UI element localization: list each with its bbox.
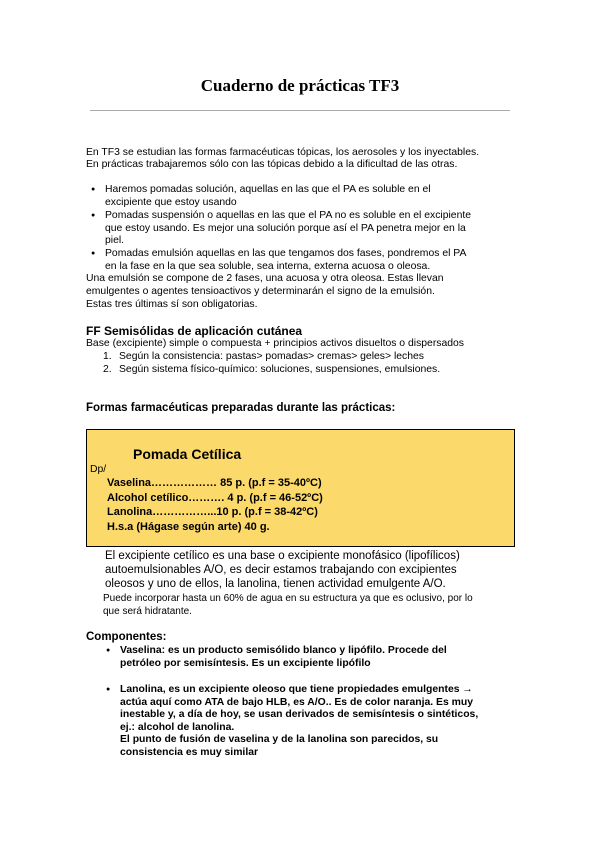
desc2-line: que será hidratante. [103, 606, 192, 617]
desc-line: autoemulsionables A/O, es decir estamos trabajando con excipientes [105, 564, 457, 576]
formula-line: H.s.a (Hágase según arte) 40 g. [107, 521, 270, 533]
formula-dp: Dp/ [90, 464, 107, 475]
componente-text: inestable y, a día de hoy, se usan derivados de semisíntesis o sintéticos, [120, 709, 479, 721]
formula-line: Alcohol cetílico………. 4 p. (p.f = 46-52ºC) [107, 492, 323, 504]
emulsion-line-1: Una emulsión se compone de 2 fases, una acuosa y otra oleosa. Estas llevan [86, 273, 444, 284]
ff-list-item [103, 351, 424, 364]
bullet-text: ● Pomadas suspensión o aquellas en las que el PA no es soluble en el excipiente [105, 210, 472, 221]
ff-heading: FF Semisólidas de aplicación cutánea [86, 324, 303, 338]
componente-text: ● Vaselina: es un producto semisólido blanco y lipófilo. Procede del [120, 645, 447, 656]
practicas-heading: Formas farmacéuticas preparadas durante las prácticas: [86, 402, 396, 414]
emulsion-line-3: Estas tres últimas sí son obligatorias. [86, 299, 258, 310]
bullet-text: en la fase en la que sea soluble, sea interna, externa acuosa o oleosa. [105, 260, 431, 272]
bullet-text: ● Haremos pomadas solución, aquellas en las que el PA es soluble en el [105, 184, 431, 195]
bullet-text: piel. [105, 235, 125, 247]
componentes-heading: Componentes: [86, 631, 167, 643]
desc-line: El excipiente cetílico es una base o excipiente monofásico (lipofílicos) [105, 550, 460, 562]
page-title: Cuaderno de prácticas TF3 [200, 76, 400, 95]
formula-box [86, 429, 515, 547]
formula-line: Lanolina……………...10 p. (p.f = 38-42ºC) [107, 506, 318, 518]
componente-text: ● Lanolina, es un excipiente oleoso que tiene propiedades emulgentes → [120, 684, 473, 695]
bullet-text: excipiente que estoy usando [105, 196, 237, 208]
bullet-item [105, 184, 431, 209]
intro-line-2: En prácticas trabajaremos sólo con las tópicas debido a la dificultad de las otras. [86, 159, 458, 170]
componente-item [120, 684, 500, 760]
componente-text: consistencia es muy similar [120, 746, 259, 758]
list-text: Según la consistencia: pastas> pomadas> cremas> geles> leches [119, 351, 424, 362]
desc2-line: Puede incorporar hasta un 60% de agua en su estructura ya que es oclusivo, por lo [103, 593, 473, 604]
emulsion-line-2: emulgentes o agentes tensioactivos y determinarán el signo de la emulsión. [86, 286, 435, 297]
list-number: 2. [103, 364, 112, 375]
desc-line: oleosos y uno de ellos, la lanolina, tienen actividad emulgente A/O. [105, 578, 446, 590]
bullet-item [105, 248, 466, 273]
title-divider [90, 110, 510, 111]
intro-line-1: En TF3 se estudian las formas farmacéuticas tópicas, los aerosoles y los inyectables. [86, 147, 480, 158]
formula-title: Pomada Cetílica [133, 446, 242, 462]
bullet-item [105, 210, 471, 248]
ff-list-item [103, 364, 440, 377]
componente-text: actúa aquí como ATA de bajo HLB, es A/O.. Es de color naranja. Es muy [120, 696, 473, 708]
list-number: 1. [103, 351, 112, 362]
bullet-text: que estoy usando. Es mejor una solución porque así el PA penetra mejor en la [105, 222, 466, 234]
formula-line: Vaselina……………… 85 p. (p.f = 35-40ºC) [107, 477, 322, 489]
list-text: Según sistema físico-químico: soluciones, suspensiones, emulsiones. [119, 364, 441, 375]
bullet-text: ● Pomadas emulsión aquellas en las que tengamos dos fases, pondremos el PA [105, 248, 467, 259]
componente-text: petróleo por semisíntesis. Es un excipiente lipófilo [120, 657, 371, 669]
componente-text: ej.: alcohol de lanolina. [120, 721, 235, 733]
componente-text: El punto de fusión de vaselina y de la lanolina son parecidos, su [120, 734, 439, 746]
ff-subtitle: Base (excipiente) simple o compuesta + principios activos disueltos o dispersados [86, 338, 465, 349]
componente-item [120, 645, 500, 670]
